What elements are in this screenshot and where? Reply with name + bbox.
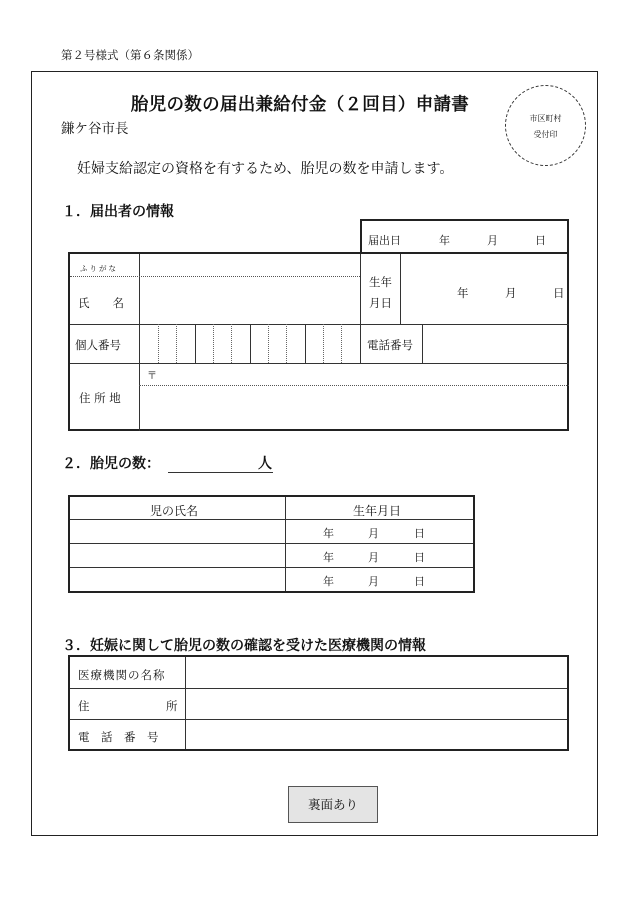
facility-phone-label: 電 話 番 号 [78,730,159,744]
seal-line-1: 市区町村 [529,114,562,123]
birth-month-label: 月 [505,286,517,300]
postal-mark: 〒 [147,371,157,382]
name-label: 氏 名 [78,296,124,310]
medical-facility-table [68,655,569,751]
form-number: 第２号様式（第６条関係） [61,48,199,62]
col-child-name: 児の氏名 [150,504,199,518]
fetus-count-unit: 人 [258,456,272,472]
address-label: 住 所 地 [79,391,121,405]
facility-address-label-1: 住 [78,699,90,713]
seal-line-2: 受付印 [533,130,558,139]
section2-title: ２．胎児の数： [62,456,160,472]
filing-date-label: 届出日 [368,234,401,247]
table-row[interactable] [70,544,473,567]
facility-phone-field[interactable] [186,720,567,749]
row-year: 年 [323,551,334,564]
addressee: 鎌ケ谷市長 [61,121,129,137]
form-title: 胎児の数の届出兼給付金（２回目）申請書 [130,95,470,115]
phone-label: 電話番号 [367,338,413,352]
furigana-field[interactable] [140,254,360,276]
birth-day-label: 日 [553,286,565,300]
reception-seal [505,85,586,166]
col-birth-date: 生年月日 [353,504,402,518]
table-row[interactable] [70,568,473,591]
section1-title: １．届出者の情報 [62,204,174,220]
birth-date-field[interactable] [401,254,569,324]
my-number-field[interactable] [140,325,360,363]
birth-label-1: 生年 [369,275,392,289]
filing-month-label: 月 [487,234,498,247]
row-month: 月 [368,551,379,564]
row-day: 日 [414,551,425,564]
filing-year-label: 年 [439,234,450,247]
row-month: 月 [368,575,379,588]
row-year: 年 [323,575,334,588]
furigana-label: ふりがな [80,264,118,273]
address-field[interactable] [140,364,569,431]
phone-field[interactable] [423,325,569,363]
facility-address-field[interactable] [186,689,567,719]
facility-name-label: 医療機関の名称 [78,668,166,682]
row-month: 月 [368,527,379,540]
reverse-side-button[interactable]: 裏面あり [288,786,378,823]
row-day: 日 [414,575,425,588]
birth-year-label: 年 [457,286,469,300]
section3-title: ３．妊娠に関して胎児の数の確認を受けた医療機関の情報 [62,638,426,654]
filing-date-box[interactable] [360,219,569,254]
intro-text: 妊婦支給認定の資格を有するため、胎児の数を申請します。 [77,161,454,177]
filing-day-label: 日 [535,234,546,247]
children-table [68,495,475,593]
my-number-label: 個人番号 [75,338,121,352]
facility-name-field[interactable] [186,657,567,688]
row-day: 日 [414,527,425,540]
name-field[interactable] [140,277,360,324]
row-year: 年 [323,527,334,540]
birth-label-2: 月日 [369,296,392,310]
facility-address-label-2: 所 [166,699,178,713]
table-row[interactable] [70,520,473,543]
applicant-table [68,252,569,431]
